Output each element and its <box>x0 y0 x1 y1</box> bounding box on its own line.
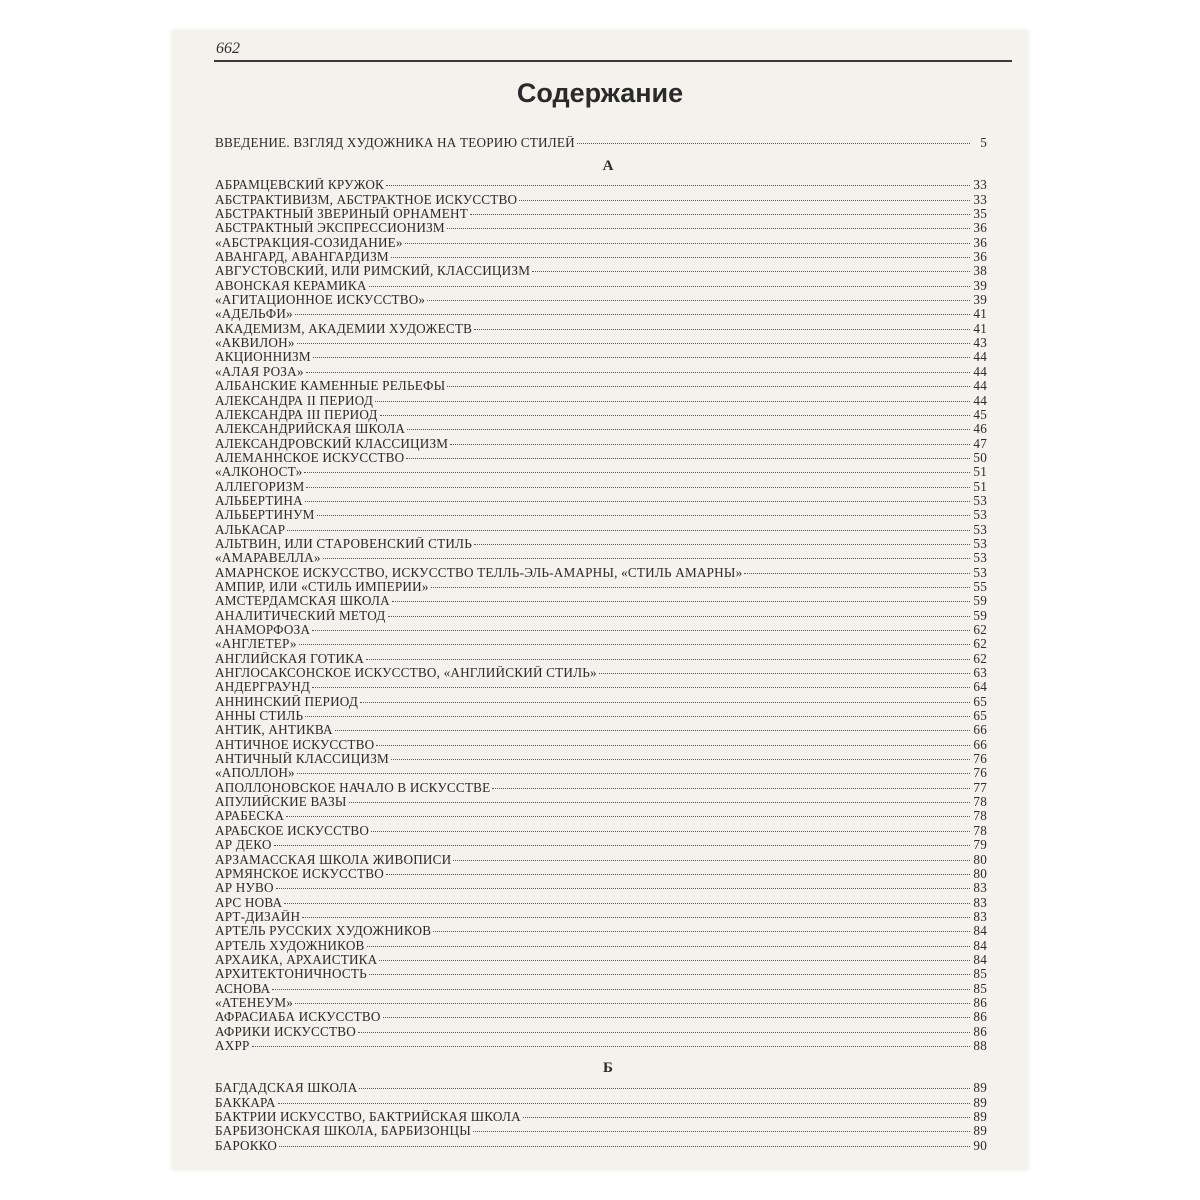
dot-leader <box>371 831 970 832</box>
toc-entry <box>215 437 987 451</box>
toc-entry-page: 78 <box>973 795 987 810</box>
dot-leader <box>305 716 970 717</box>
toc-entry-title: «АТЕНЕУМ» <box>215 995 294 1010</box>
toc-intro-entry <box>215 136 987 150</box>
dot-leader <box>406 458 970 459</box>
toc-entry-page: 63 <box>973 666 987 681</box>
toc-entry-title: АРАБЕСКА <box>215 809 285 824</box>
toc-entry <box>215 293 987 307</box>
dot-leader <box>360 702 970 703</box>
toc-entry-title: «АПОЛЛОН» <box>215 766 295 781</box>
toc-entry-page: 33 <box>973 178 987 193</box>
toc-entry-title: БАКТРИИ ИСКУССТВО, БАКТРИЙСКАЯ ШКОЛА <box>215 1110 521 1124</box>
toc-entry <box>215 709 987 723</box>
toc-entry-page: 65 <box>973 694 987 709</box>
dot-leader <box>276 888 970 889</box>
toc-entry-title: АРАБСКОЕ ИСКУССТВО <box>215 823 370 838</box>
toc-entry-page: 66 <box>973 723 987 738</box>
toc-entry-title: АРМЯНСКОЕ ИСКУССТВО <box>215 866 384 881</box>
dot-leader <box>369 974 970 975</box>
toc-entry <box>215 680 987 694</box>
toc-entry <box>215 924 987 938</box>
toc-entry <box>215 752 987 766</box>
toc-entry-page: 83 <box>973 909 987 924</box>
dot-leader <box>312 687 970 688</box>
toc-entry-title: «АГИТАЦИОННОЕ ИСКУССТВО» <box>215 293 426 308</box>
dot-leader <box>532 271 970 272</box>
toc-entry-title: АРТ-ДИЗАЙН <box>215 909 301 924</box>
toc-entry-title: АНАЛИТИЧЕСКИЙ МЕТОД <box>215 608 386 623</box>
toc-entry-title: «АМАРАВЕЛЛА» <box>215 551 321 566</box>
dot-leader <box>297 773 970 774</box>
dot-leader <box>323 558 970 559</box>
toc-entry <box>215 193 987 207</box>
toc-entry-page: 35 <box>973 207 987 222</box>
toc-entry-page: 88 <box>973 1038 987 1053</box>
toc-entry-title: АЛЕКСАНДРА III ПЕРИОД <box>215 407 378 422</box>
dot-leader <box>317 515 970 516</box>
toc-entry-page: 53 <box>973 536 987 551</box>
toc-entry-page: 66 <box>973 737 987 752</box>
toc-entry <box>215 207 987 221</box>
toc-entry-title: АЛЬБЕРТИНА <box>215 493 303 508</box>
toc-entry-title: АЛЛЕГОРИЗМ <box>215 479 305 494</box>
toc-entry <box>215 695 987 709</box>
toc-entry <box>215 350 987 364</box>
toc-entry-title: АННИНСКИЙ ПЕРИОД <box>215 694 359 709</box>
toc-entry-page: 89 <box>973 1081 987 1096</box>
toc-entry-page: 86 <box>973 995 987 1010</box>
dot-leader <box>304 472 970 473</box>
toc-entry-title: АНАМОРФОЗА <box>215 623 311 637</box>
dot-leader <box>287 530 970 531</box>
toc-entry-title: БАККАРА <box>215 1095 276 1110</box>
toc-entry-page: 44 <box>973 379 987 394</box>
toc-entry <box>215 422 987 436</box>
dot-leader <box>474 329 970 330</box>
toc-entry-title: АМСТЕРДАМСКАЯ ШКОЛА <box>215 594 390 609</box>
toc-entry <box>215 781 987 795</box>
toc-entry-title: АР НУВО <box>215 881 274 896</box>
toc-entry <box>215 723 987 737</box>
toc-entry-title: АПУЛИЙСКИЕ ВАЗЫ <box>215 795 347 810</box>
toc-entry <box>215 1010 987 1024</box>
toc-sections <box>215 154 987 1153</box>
dot-leader <box>383 1017 970 1018</box>
toc-entry-title: АСНОВА <box>215 981 271 996</box>
toc-entry-page: 38 <box>973 264 987 279</box>
toc-entry <box>215 795 987 809</box>
dot-leader <box>453 860 970 861</box>
toc-entry-page: 89 <box>973 1110 987 1124</box>
dot-leader <box>306 372 970 373</box>
toc-entry-page: 59 <box>973 608 987 623</box>
toc-entry-title: БАРОККО <box>215 1138 278 1153</box>
toc-entry <box>215 1124 987 1138</box>
toc-entry-page: 65 <box>973 709 987 724</box>
toc-entry-title: АРТЕЛЬ РУССКИХ ХУДОЖНИКОВ <box>215 924 432 939</box>
toc-entry-title: АБСТРАКТИВИЗМ, АБСТРАКТНОЕ ИСКУССТВО <box>215 192 518 207</box>
toc-entry-title: АНТИЧНОЕ ИСКУССТВО <box>215 737 375 752</box>
dot-leader <box>302 917 970 918</box>
dot-leader <box>295 314 970 315</box>
toc-entry <box>215 279 987 293</box>
dot-leader <box>431 587 970 588</box>
toc-entry-title: «АБСТРАКЦИЯ-СОЗИДАНИЕ» <box>215 235 403 250</box>
toc-entry-page: 41 <box>973 321 987 336</box>
dot-leader <box>391 759 970 760</box>
toc-entry <box>215 523 987 537</box>
toc-entry-page: 5 <box>980 136 987 150</box>
toc-entry-title: «АЛАЯ РОЗА» <box>215 364 304 379</box>
dot-leader <box>407 429 970 430</box>
toc-entry-page: 80 <box>973 866 987 881</box>
toc-entry-page: 78 <box>973 823 987 838</box>
dot-leader <box>380 415 970 416</box>
toc-entry-page: 36 <box>973 250 987 265</box>
dot-leader <box>299 644 970 645</box>
toc-entry <box>215 480 987 494</box>
toc-entry-page: 59 <box>973 594 987 609</box>
toc-entry <box>215 982 987 996</box>
toc-entry <box>215 551 987 565</box>
toc-entry-title: АВГУСТОВСКИЙ, ИЛИ РИМСКИЙ, КЛАССИЦИЗМ <box>215 264 531 279</box>
toc-entry <box>215 365 987 379</box>
toc-entry <box>215 580 987 594</box>
toc-entry <box>215 379 987 393</box>
dot-leader <box>447 228 970 229</box>
toc-entry-title: АНГЛОСАКСОНСКОЕ ИСКУССТВО, «АНГЛИЙСКИЙ СТИЛЬ» <box>215 666 597 681</box>
toc-entry <box>215 766 987 780</box>
toc-entry <box>215 996 987 1010</box>
toc-entry-page: 36 <box>973 235 987 250</box>
toc-entry-page: 85 <box>973 981 987 996</box>
toc-entry-title: АПОЛЛОНОВСКОЕ НАЧАЛО В ИСКУССТВЕ <box>215 780 491 795</box>
toc-entry-title: АКАДЕМИЗМ, АКАДЕМИИ ХУДОЖЕСТВ <box>215 321 473 336</box>
toc-entry-page: 41 <box>973 307 987 322</box>
toc-entry-page: 51 <box>973 479 987 494</box>
toc-entry <box>215 853 987 867</box>
toc-entry-title: БАГДАДСКАЯ ШКОЛА <box>215 1081 358 1096</box>
table-of-contents <box>215 136 987 1153</box>
toc-entry-page: 83 <box>973 881 987 896</box>
toc-entry <box>215 250 987 264</box>
toc-entry-title: АВОНСКАЯ КЕРАМИКА <box>215 278 367 293</box>
toc-entry-page: 53 <box>973 522 987 537</box>
toc-entry <box>215 809 987 823</box>
toc-entry <box>215 666 987 680</box>
dot-leader <box>386 874 970 875</box>
toc-entry-page: 78 <box>973 809 987 824</box>
toc-entry-page: 47 <box>973 436 987 451</box>
toc-entry <box>215 451 987 465</box>
toc-entry-page: 62 <box>973 651 987 666</box>
toc-entry <box>215 838 987 852</box>
toc-entry <box>215 1139 987 1153</box>
toc-entry <box>215 494 987 508</box>
dot-leader <box>744 573 970 574</box>
toc-entry <box>215 394 987 408</box>
toc-entry <box>215 967 987 981</box>
page-number: 662 <box>216 40 240 57</box>
toc-entry-title: АБРАМЦЕВСКИЙ КРУЖОК <box>215 178 385 193</box>
toc-entry-title: АХРР <box>215 1038 250 1053</box>
toc-entry-page: 62 <box>973 623 987 637</box>
toc-entry <box>215 738 987 752</box>
toc-entry-title: АРХИТЕКТОНИЧНОСТЬ <box>215 967 367 982</box>
toc-entry <box>215 236 987 250</box>
toc-entry <box>215 1025 987 1039</box>
toc-entry-title: АЛЬТВИН, ИЛИ СТАРОВЕНСКИЙ СТИЛЬ <box>215 536 472 551</box>
toc-entry <box>215 322 987 336</box>
toc-entry-title: «АНГЛЕТЕР» <box>215 637 297 652</box>
toc-entry-page: 45 <box>973 407 987 422</box>
toc-entry-page: 77 <box>973 780 987 795</box>
toc-entry <box>215 896 987 910</box>
toc-entry-title: АФРИКИ ИСКУССТВО <box>215 1024 356 1039</box>
dot-leader <box>599 673 970 674</box>
toc-entry-page: 76 <box>973 766 987 781</box>
toc-entry-page: 84 <box>973 938 987 953</box>
toc-entry-title: АЛБАНСКИЕ КАМЕННЫЕ РЕЛЬЕФЫ <box>215 379 446 394</box>
toc-entry-title: АВАНГАРД, АВАНГАРДИЗМ <box>215 250 389 265</box>
toc-entry-title: АРЗАМАССКАЯ ШКОЛА ЖИВОПИСИ <box>215 852 452 867</box>
dot-leader <box>286 816 970 817</box>
toc-entry-title: АРХАИКА, АРХАИСТИКА <box>215 952 378 967</box>
toc-entry <box>215 566 987 580</box>
toc-entry-title: АРС НОВА <box>215 895 283 910</box>
dot-leader <box>523 1117 970 1118</box>
toc-entry-title: АЛЕКСАНДРОВСКИЙ КЛАССИЦИЗМ <box>215 436 449 451</box>
toc-entry-page: 90 <box>973 1138 987 1153</box>
section-letter: Б <box>603 1060 613 1077</box>
toc-entry <box>215 1096 987 1110</box>
toc-entry <box>215 537 987 551</box>
dot-leader <box>577 143 970 144</box>
dot-leader <box>492 788 970 789</box>
dot-leader <box>358 1032 970 1033</box>
toc-entry-title: АР ДЕКО <box>215 838 272 853</box>
toc-entry-page: 51 <box>973 465 987 480</box>
toc-entry <box>215 307 987 321</box>
toc-entry-title: АНТИК, АНТИКВА <box>215 723 333 738</box>
dot-leader <box>447 386 970 387</box>
toc-entry-title: АЛЕКСАНДРИЙСКАЯ ШКОЛА <box>215 422 406 437</box>
toc-entry-page: 84 <box>973 924 987 939</box>
toc-entry-title: ВВЕДЕНИЕ. ВЗГЛЯД ХУДОЖНИКА НА ТЕОРИЮ СТИЛЕЙ <box>215 136 575 150</box>
toc-entry-page: 36 <box>973 221 987 236</box>
toc-entry-title: АННЫ СТИЛЬ <box>215 709 304 724</box>
toc-entry <box>215 652 987 666</box>
toc-entry-title: АЛЬКАСАР <box>215 522 286 537</box>
dot-leader <box>305 501 970 502</box>
dot-leader <box>375 401 970 402</box>
toc-entry-title: АЛЕМАННСКОЕ ИСКУССТВО <box>215 450 405 465</box>
toc-entry-title: АБСТРАКТНЫЙ ЭКСПРЕССИОНИЗМ <box>215 221 445 236</box>
dot-leader <box>313 357 970 358</box>
toc-entry-page: 53 <box>973 508 987 523</box>
toc-entry <box>215 264 987 278</box>
toc-entry <box>215 609 987 623</box>
dot-leader <box>312 630 970 631</box>
toc-entry <box>215 637 987 651</box>
toc-entry-title: «АЛКОНОСТ» <box>215 465 303 480</box>
toc-entry <box>215 508 987 522</box>
toc-entry-page: 53 <box>973 565 987 580</box>
toc-entry-page: 89 <box>973 1124 987 1139</box>
toc-entry-page: 85 <box>973 967 987 982</box>
toc-entry-page: 53 <box>973 551 987 566</box>
book-page <box>172 30 1028 1170</box>
toc-entry-title: АНДЕРГРАУНД <box>215 680 311 695</box>
toc-entry-title: АМАРНСКОЕ ИСКУССТВО, ИСКУССТВО ТЕЛЛЬ-ЭЛЬ-АМАРНЫ, «СТИЛЬ АМАРНЫ» <box>215 565 743 580</box>
toc-entry-page: 86 <box>973 1010 987 1025</box>
toc-entry-page: 46 <box>973 422 987 437</box>
toc-entry-page: 89 <box>973 1095 987 1110</box>
toc-entry-page: 62 <box>973 637 987 652</box>
dot-leader <box>405 243 970 244</box>
toc-entry-title: АНГЛИЙСКАЯ ГОТИКА <box>215 651 364 666</box>
dot-leader <box>519 200 970 201</box>
dot-leader <box>391 257 970 258</box>
toc-entry-title: АФРАСИАБА ИСКУССТВО <box>215 1010 381 1025</box>
toc-entry-title: «АКВИЛОН» <box>215 336 295 351</box>
dot-leader <box>450 444 970 445</box>
toc-entry-title: АМПИР, ИЛИ «СТИЛЬ ИМПЕРИИ» <box>215 579 429 594</box>
dot-leader <box>279 1146 970 1147</box>
toc-entry <box>215 408 987 422</box>
dot-leader <box>392 601 970 602</box>
toc-entry <box>215 910 987 924</box>
dot-leader <box>369 286 970 287</box>
toc-entry <box>215 1039 987 1053</box>
dot-leader <box>376 745 970 746</box>
dot-leader <box>470 214 970 215</box>
toc-entry-page: 44 <box>973 364 987 379</box>
page-title: Содержание <box>516 78 684 108</box>
toc-entry-page: 33 <box>973 192 987 207</box>
toc-entry <box>215 465 987 479</box>
dot-leader <box>252 1046 970 1047</box>
toc-entry-title: АЛЬБЕРТИНУМ <box>215 508 315 523</box>
toc-entry-page: 80 <box>973 852 987 867</box>
toc-entry <box>215 953 987 967</box>
dot-leader <box>295 1003 970 1004</box>
dot-leader <box>433 931 970 932</box>
toc-entry-title: АКЦИОННИЗМ <box>215 350 311 365</box>
toc-entry-title: АРТЕЛЬ ХУДОЖНИКОВ <box>215 938 365 953</box>
header-rule <box>214 60 1012 62</box>
toc-entry-page: 79 <box>973 838 987 853</box>
dot-leader <box>388 616 970 617</box>
toc-entry <box>215 1110 987 1124</box>
toc-entry-page: 39 <box>973 293 987 308</box>
toc-entry <box>215 336 987 350</box>
toc-entry <box>215 824 987 838</box>
dot-leader <box>359 1088 970 1089</box>
toc-entry-page: 64 <box>973 680 987 695</box>
toc-entry-page: 50 <box>973 450 987 465</box>
toc-entry <box>215 1081 987 1095</box>
toc-entry-page: 76 <box>973 752 987 767</box>
dot-leader <box>272 989 970 990</box>
toc-entry-title: «АДЕЛЬФИ» <box>215 307 293 322</box>
dot-leader <box>284 903 970 904</box>
toc-entry-page: 44 <box>973 393 987 408</box>
toc-entry-page: 43 <box>973 336 987 351</box>
toc-entry <box>215 939 987 953</box>
dot-leader <box>379 960 970 961</box>
dot-leader <box>366 659 970 660</box>
toc-entry-page: 55 <box>973 579 987 594</box>
toc-entry-title: АНТИЧНЫЙ КЛАССИЦИЗМ <box>215 752 389 767</box>
toc-entry-title: БАРБИЗОНСКАЯ ШКОЛА, БАРБИЗОНЦЫ <box>215 1124 471 1139</box>
toc-entry-page: 39 <box>973 278 987 293</box>
dot-leader <box>386 185 970 186</box>
dot-leader <box>473 1131 970 1132</box>
toc-entry-page: 44 <box>973 350 987 365</box>
dot-leader <box>274 845 970 846</box>
dot-leader <box>306 487 970 488</box>
dot-leader <box>349 802 970 803</box>
toc-entry-page: 83 <box>973 895 987 910</box>
toc-entry <box>215 867 987 881</box>
toc-entry-title: АБСТРАКТНЫЙ ЗВЕРИНЫЙ ОРНАМЕНТ <box>215 207 468 222</box>
toc-entry <box>215 178 987 192</box>
toc-entry <box>215 594 987 608</box>
section-letter: А <box>602 158 614 175</box>
toc-entry <box>215 221 987 235</box>
dot-leader <box>335 730 970 731</box>
toc-entry-page: 53 <box>973 493 987 508</box>
dot-leader <box>474 544 970 545</box>
toc-entry-page: 84 <box>973 952 987 967</box>
toc-entry <box>215 881 987 895</box>
toc-entry-page: 86 <box>973 1024 987 1039</box>
dot-leader <box>427 300 970 301</box>
dot-leader <box>278 1103 970 1104</box>
dot-leader <box>367 946 970 947</box>
toc-entry <box>215 623 987 637</box>
dot-leader <box>297 343 970 344</box>
toc-entry-title: АЛЕКСАНДРА II ПЕРИОД <box>215 393 374 408</box>
